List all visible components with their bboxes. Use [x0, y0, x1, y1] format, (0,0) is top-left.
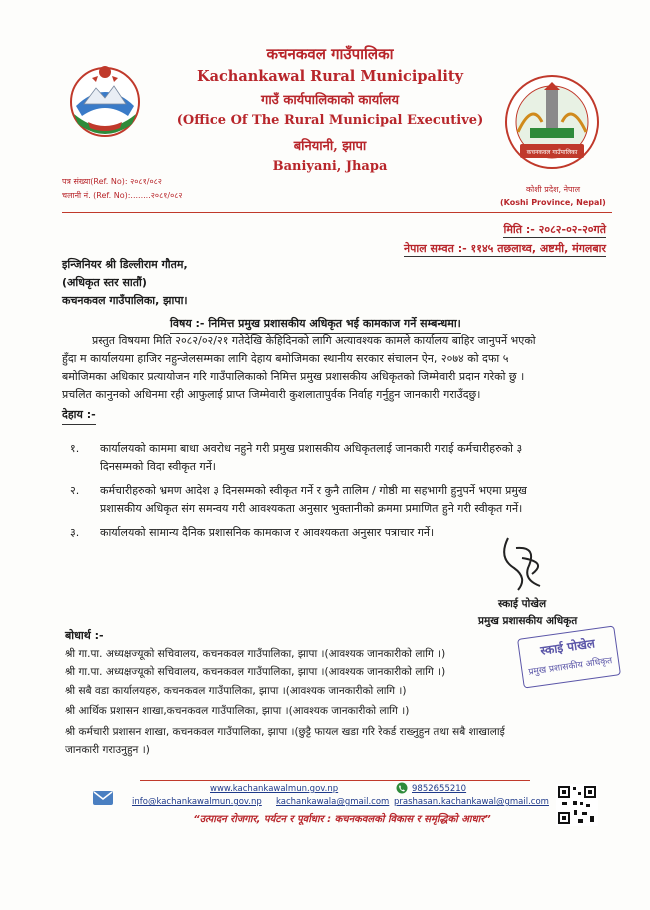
body-line-2: हुँदा म कार्यालयमा हाजिर नहुन्जेलसम्मका लागि देहाय बमोजिमका स्थानीय सरकार संचालन ऐन, २०७४ को दफा ५: [62, 352, 509, 365]
recipient-name: इन्जिनियर श्री डिल्लीराम गौतम,: [62, 258, 188, 271]
header-divider: [62, 212, 612, 213]
province-en: (Koshi Province, Nepal): [500, 198, 606, 207]
item-2-number: २.: [70, 484, 80, 497]
office-name-en: (Office Of The Rural Municipal Executive): [176, 113, 484, 128]
nepal-emblem-logo: [62, 58, 148, 144]
municipality-name-en: Kachankawal Rural Municipality: [196, 68, 464, 85]
mail-icon: [92, 790, 114, 806]
dehay-heading: देहाय :-: [62, 406, 96, 425]
stamp-name: स्काई पोखेल: [539, 636, 596, 658]
letter-subject: विषय :- निमित्त प्रमुख प्रशासकीय अधिकृत भई कामकाज गर्ने सम्बन्धमा।: [170, 315, 461, 334]
office-name-np: गाउँ कार्यपालिकाको कार्यालय: [261, 93, 399, 108]
cc-line-6: जानकारी गराउनुहुन ।): [65, 744, 150, 756]
item-3-line-1: कार्यालयको सामान्य दैनिक प्रशासनिक कामकाज र आवश्यकता अनुसार पत्राचार गर्ने।: [100, 526, 435, 539]
footer-divider: [140, 780, 530, 781]
cc-line-5: श्री कर्मचारी प्रशासन शाखा, कचनकवल गाउँपालिका, झापा ।(छुट्टै फायल खडा गरि रेकर्ड राख्नुहुन तथा सबै शाखालाई: [65, 726, 505, 738]
ref-chalani-number: चलानी नं. (Ref. No):........२०८१/०८२: [62, 191, 183, 200]
item-1-line-2: दिनसम्मको विदा स्वीकृत गर्ने।: [100, 460, 216, 473]
signatory-name: स्काई पोखेल: [498, 598, 547, 610]
cc-line-1: श्री गा.पा. अध्यक्षज्यूको सचिवालय, कचनकवल गाउँपालिका, झापा ।(आवश्यक जानकारीको लागि ।): [65, 648, 446, 660]
municipality-seal-logo: [502, 72, 602, 172]
official-stamp: [517, 625, 621, 688]
footer-email-info[interactable]: info@kachankawalmun.gov.np: [132, 797, 262, 807]
recipient-position: (अधिकृत स्तर सातौं): [62, 276, 147, 289]
stamp-title: प्रमुख प्रशासकीय अधिकृत: [527, 656, 613, 678]
phone-icon: [396, 782, 408, 794]
date-nepal-sambat: नेपाल सम्वत :- ११४५ तछलाथ्व, अष्टमी, मंगलबार: [404, 242, 606, 255]
item-2-line-1: कर्मचारीहरुको भ्रमण आदेश ३ दिनसम्मको स्वीकृत गर्ने र कुनै तालिम / गोष्ठी मा सहभागी हुनुपर्ने भएमा प्रमुख: [100, 484, 527, 497]
footer-phone[interactable]: 9852655210: [412, 784, 467, 794]
cc-line-4: श्री आर्थिक प्रशासन शाखा,कचनकवल गाउँपालिका, झापा ।(आवश्यक जानकारीको लागि ।): [65, 705, 410, 717]
ref-patra-sankhya: पत्र संख्या(Ref. No): २०८१/०८२: [62, 177, 162, 186]
body-line-3: बमोजिमका अधिकार प्रत्यायोजन गरि गाउँपालिकाको निमित्त प्रमुख प्रशासकीय अधिकृतको जिम्मेवारी प्रदान गरेको छु ।: [62, 370, 525, 383]
qr-code: [556, 784, 598, 826]
footer-email-prashasan[interactable]: prashasan.kachankawal@gmail.com: [394, 797, 549, 807]
footer-email-kachankawala[interactable]: kachankawala@gmail.com: [276, 797, 390, 807]
item-3-number: ३.: [70, 526, 80, 539]
item-2-line-2: प्रशासकीय अधिकृत संग समन्वय गरी आवश्यकता अनुसार भुक्तानीको क्रममा प्रमाणित हुने गरी स्वीकृत गर्ने।: [100, 502, 523, 515]
seal-text: कचनकवल गाउँपालिका: [526, 149, 578, 156]
body-line-4: प्रचलित कानुनको अधिनमा रही आफुलाई प्राप्त जिम्मेवारी कुशलातापुर्वक निर्वाह गर्नुहुन जानकारी गराउँदछु।: [62, 388, 481, 401]
cc-line-3: श्री सबै वडा कार्यालयहरु, कचनकवल गाउँपालिका, झापा ।(आवश्यक जानकारीको लागि ।): [65, 685, 407, 697]
cc-heading: बोधार्थ :-: [65, 629, 104, 642]
signature-scribble: [488, 528, 558, 598]
cc-line-2: श्री गा.पा. अध्यक्षज्यूको सचिवालय, कचनकवल गाउँपालिका, झापा ।(आवश्यक जानकारीको लागि ।): [65, 666, 446, 678]
item-1-number: १.: [70, 442, 80, 455]
recipient-office: कचनकवल गाउँपालिका, झापा।: [62, 294, 188, 307]
footer-slogan: “उत्पादन रोजगार, पर्यटन र पूर्वाधार : कचनकवलको विकास र समृद्धिको आधार”: [193, 814, 491, 825]
body-line-1: प्रस्तुत विषयमा मिति २०८२/०२/२१ गतेदेखि केहिदिनको लागि अत्यावश्यक कामले कार्यालय बाहिर जानुपर्ने भएको: [92, 334, 536, 347]
date-miti: मिति :- २०८२-०२-२०गते: [503, 223, 606, 236]
place-en: Baniyani, Jhapa: [272, 159, 388, 174]
municipality-name-np: कचनकवल गाउँपालिका: [266, 45, 394, 63]
item-1-line-1: कार्यालयको काममा बाधा अवरोध नहुने गरी प्रमुख प्रशासकीय अधिकृतलाई जानकारी गराई कर्मचारीहरुको ३: [100, 442, 523, 455]
place-np: बनियानी, झापा: [293, 139, 367, 154]
footer-website[interactable]: www.kachankawalmun.gov.np: [210, 784, 339, 794]
province-np: कोशी प्रदेश, नेपाल: [526, 185, 581, 194]
signatory-title: प्रमुख प्रशासकीय अधिकृत: [478, 615, 578, 627]
